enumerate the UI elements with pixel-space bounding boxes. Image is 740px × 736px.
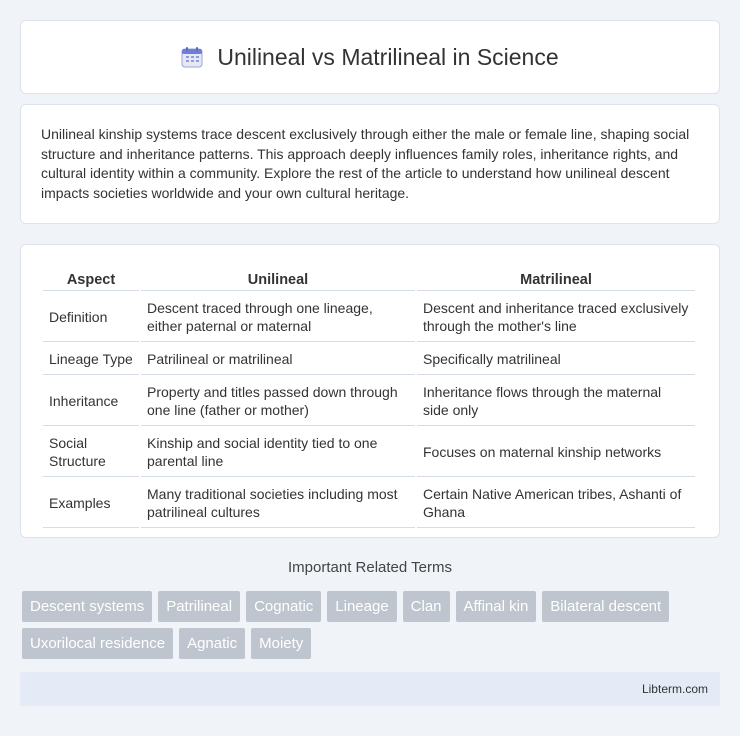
comparison-table bbox=[41, 265, 697, 530]
row-matrilineal: Inheritance flows through the maternal side only bbox=[417, 377, 695, 426]
tag-uxorilocal-residence[interactable]: Uxorilocal residence bbox=[22, 628, 173, 659]
related-terms-tags bbox=[22, 591, 722, 659]
header-matrilineal: Matrilineal bbox=[417, 267, 695, 291]
row-unilineal: Many traditional societies including most patrilineal cultures bbox=[141, 479, 415, 528]
header-aspect: Aspect bbox=[43, 267, 139, 291]
table-header-row bbox=[43, 267, 695, 291]
footer bbox=[20, 672, 720, 706]
comparison-table-card bbox=[20, 244, 720, 538]
tag-agnatic[interactable]: Agnatic bbox=[179, 628, 245, 659]
footer-site-link[interactable]: Libterm.com bbox=[641, 682, 708, 696]
row-matrilineal: Descent and inheritance traced exclusively through the mother's line bbox=[417, 293, 695, 342]
row-unilineal: Patrilineal or matrilineal bbox=[141, 344, 415, 375]
row-aspect: Inheritance bbox=[43, 377, 139, 426]
header-card bbox=[20, 20, 720, 94]
tag-bilateral-descent[interactable]: Bilateral descent bbox=[542, 591, 669, 622]
tag-cognatic[interactable]: Cognatic bbox=[246, 591, 321, 622]
table-row bbox=[43, 344, 695, 375]
table-row bbox=[43, 293, 695, 342]
row-unilineal: Descent traced through one lineage, either paternal or maternal bbox=[141, 293, 415, 342]
table-row bbox=[43, 377, 695, 426]
row-aspect: Definition bbox=[43, 293, 139, 342]
row-matrilineal: Specifically matrilineal bbox=[417, 344, 695, 375]
row-matrilineal: Certain Native American tribes, Ashanti of Ghana bbox=[417, 479, 695, 528]
row-matrilineal: Focuses on maternal kinship networks bbox=[417, 428, 695, 477]
tag-clan[interactable]: Clan bbox=[403, 591, 450, 622]
row-unilineal: Kinship and social identity tied to one parental line bbox=[141, 428, 415, 477]
tag-moiety[interactable]: Moiety bbox=[251, 628, 311, 659]
calendar-icon bbox=[181, 46, 203, 68]
page-title: Unilineal vs Matrilineal in Science bbox=[217, 43, 559, 70]
header-unilineal: Unilineal bbox=[141, 267, 415, 291]
intro-text: Unilineal kinship systems trace descent exclusively through either the male or female line, shaping social structure and inheritance patterns. This approach deeply influences family roles, inheritance rights, and cultural identity within a community. Explore the rest of the article to understand how unilineal descent impacts societies worldwide and your own cultural heritage. bbox=[41, 126, 690, 201]
row-aspect: Social Structure bbox=[43, 428, 139, 477]
related-terms-title: Important Related Terms bbox=[288, 559, 452, 576]
tag-patrilineal[interactable]: Patrilineal bbox=[158, 591, 240, 622]
tag-lineage[interactable]: Lineage bbox=[327, 591, 396, 622]
tag-affinal-kin[interactable]: Affinal kin bbox=[456, 591, 537, 622]
table-row bbox=[43, 428, 695, 477]
intro-card bbox=[20, 104, 720, 224]
table-row bbox=[43, 479, 695, 528]
row-unilineal: Property and titles passed down through one line (father or mother) bbox=[141, 377, 415, 426]
tag-descent-systems[interactable]: Descent systems bbox=[22, 591, 152, 622]
row-aspect: Examples bbox=[43, 479, 139, 528]
row-aspect: Lineage Type bbox=[43, 344, 139, 375]
